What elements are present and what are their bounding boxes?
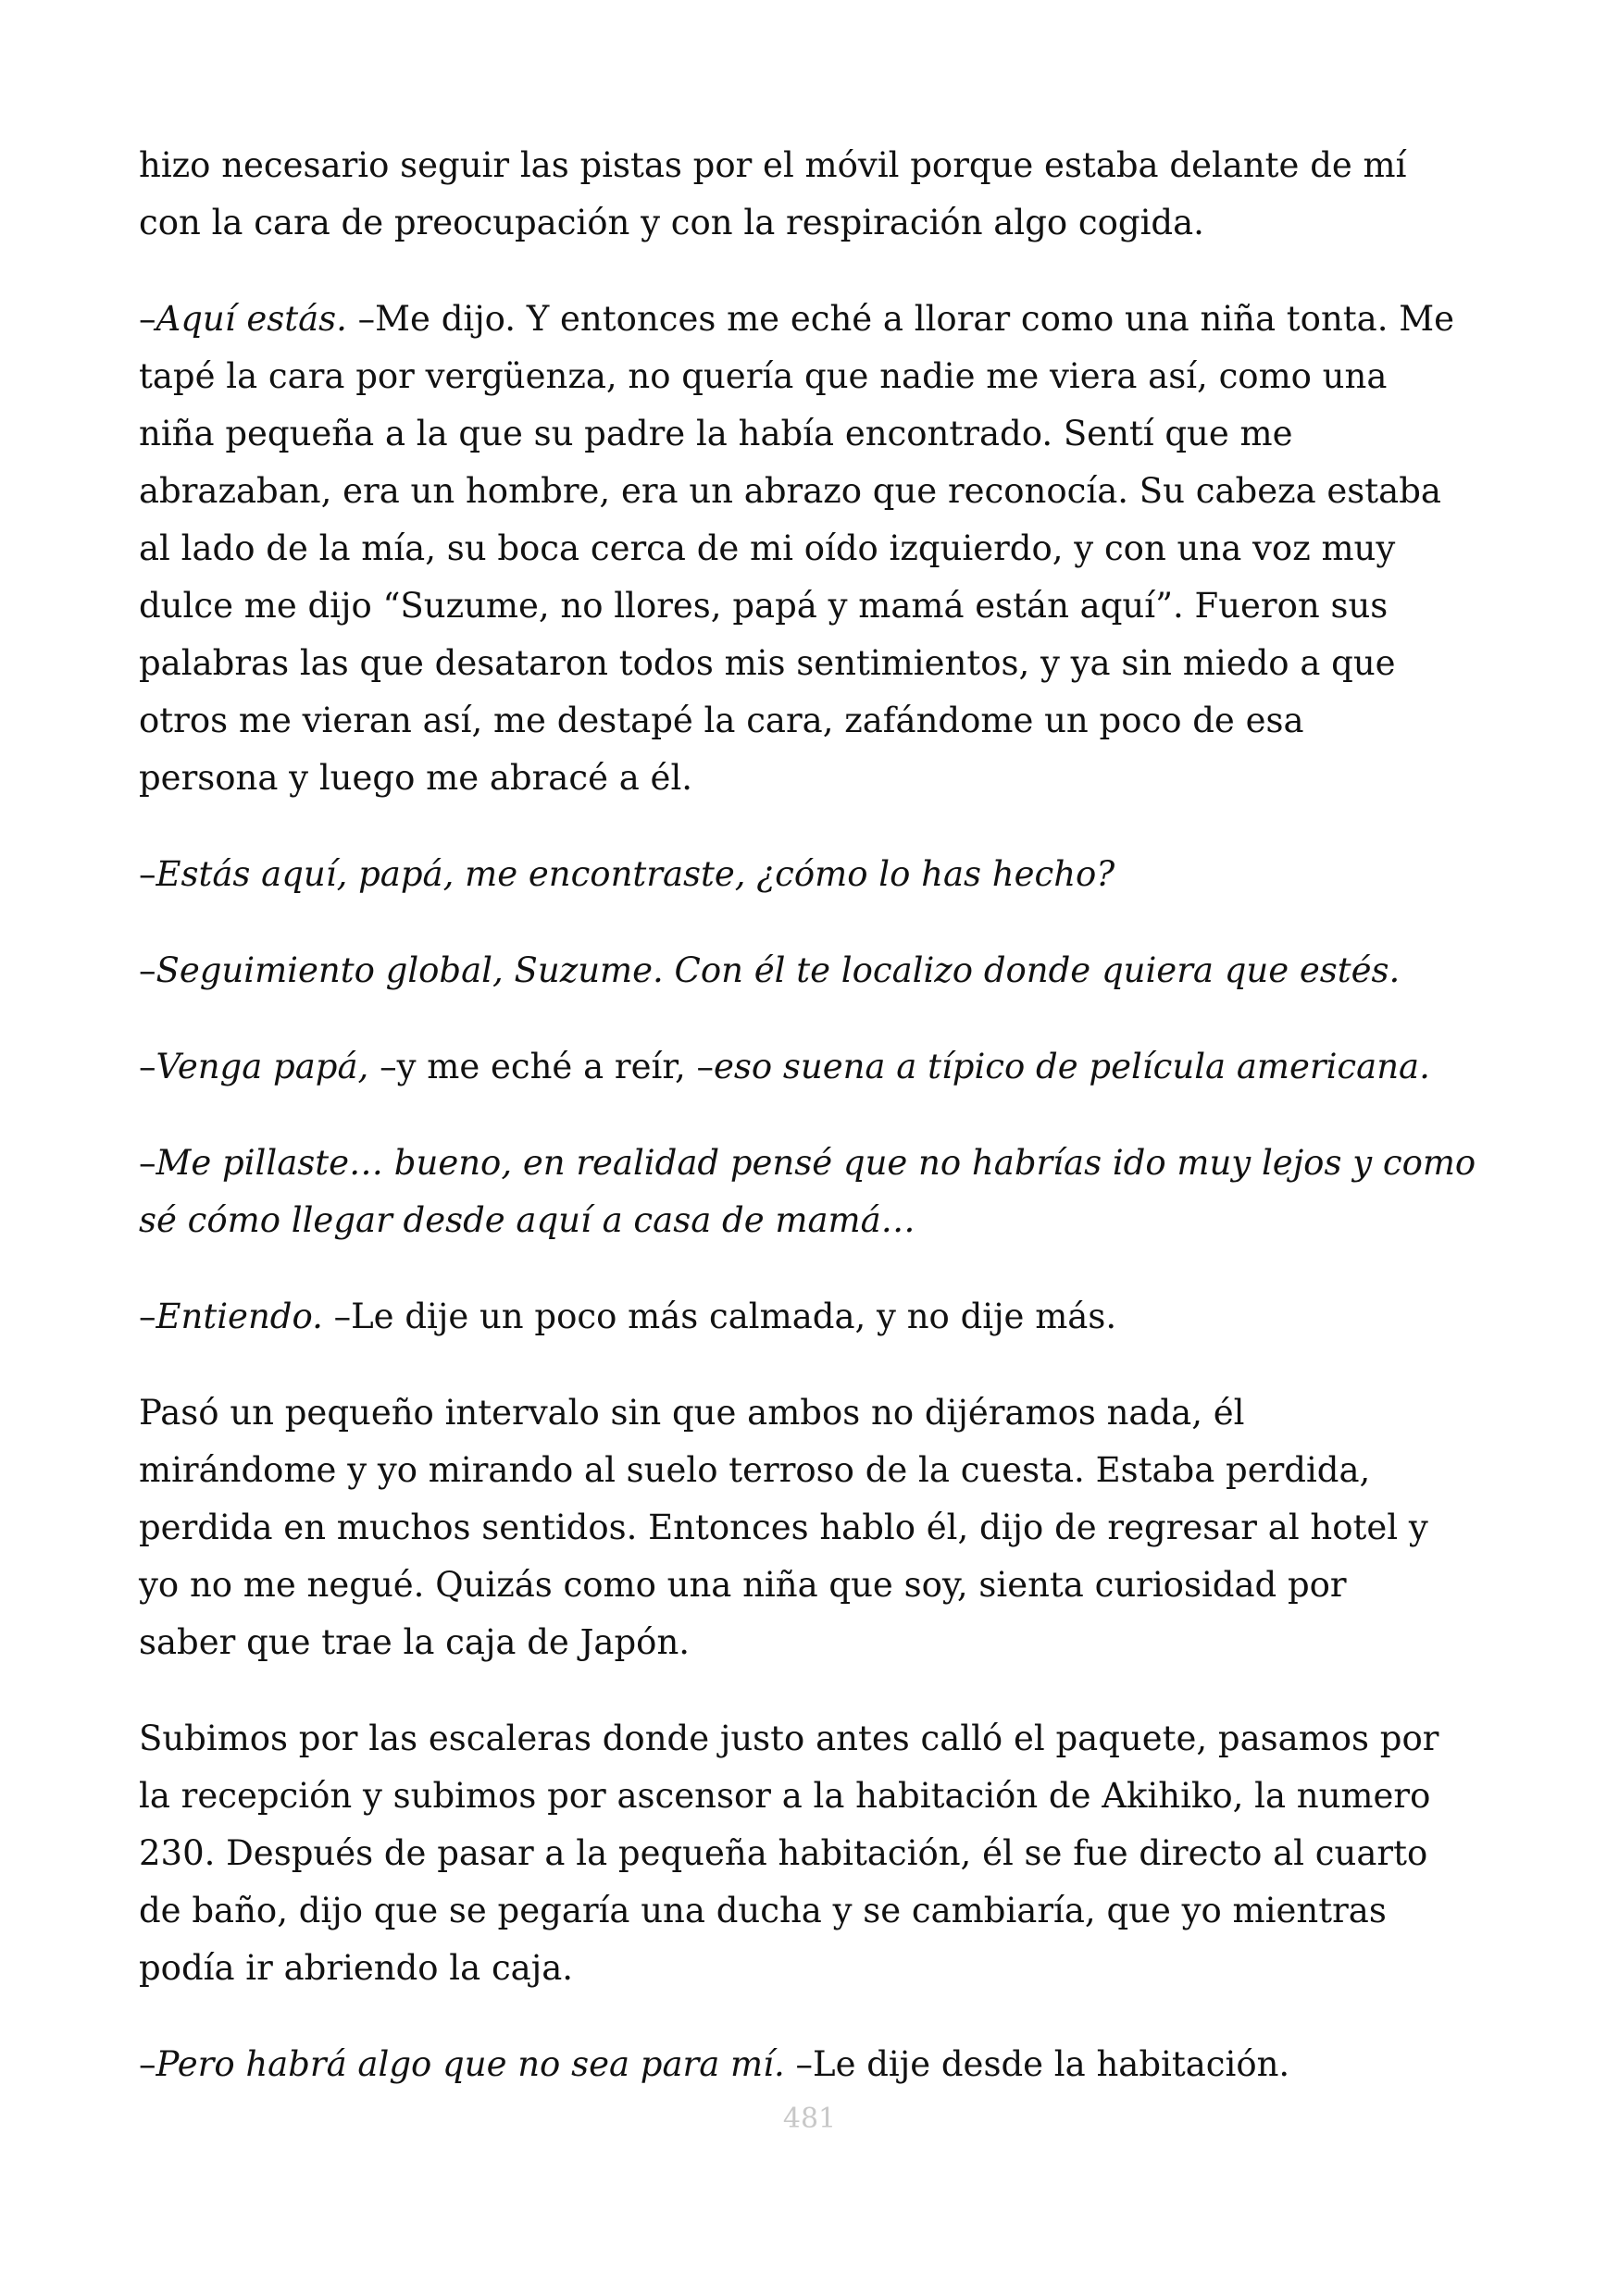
text-line	[139, 1882, 1490, 1940]
text-run: perdida en muchos sentidos. Entonces hablo él, dijo de regresar al hotel y	[139, 1508, 1428, 1547]
text-line	[139, 750, 1490, 807]
text-line	[139, 1710, 1490, 1768]
text-run: Subimos por las escaleras donde justo antes calló el paquete, pasamos por	[139, 1719, 1439, 1758]
text-line	[139, 577, 1490, 635]
text-line	[139, 520, 1490, 577]
text-line	[139, 1384, 1490, 1442]
text-line	[139, 2036, 1490, 2093]
text-run: hizo necesario seguir las pistas por el móvil porque estaba delante de mí	[139, 145, 1407, 185]
text-run: mirándome y yo mirando al suelo terroso de la cuesta. Estaba perdida,	[139, 1450, 1371, 1490]
paragraph	[139, 1135, 1490, 1249]
text-line	[139, 846, 1490, 903]
text-run: –	[139, 854, 156, 894]
text-line	[139, 405, 1490, 463]
text-line	[139, 942, 1490, 999]
text-run: 230. Después de pasar a la pequeña habitación, él se fue directo al cuarto	[139, 1833, 1428, 1873]
text-run: abrazaban, era un hombre, era un abrazo que reconocía. Su cabeza estaba	[139, 471, 1441, 511]
paragraph	[139, 1038, 1490, 1096]
italic-text: Me pillaste… bueno, en realidad pensé que no habrías ido muy lejos y como	[156, 1143, 1476, 1183]
paragraph	[139, 291, 1490, 807]
text-run: yo no me negué. Quizás como una niña que soy, sienta curiosidad por	[139, 1565, 1347, 1605]
text-run: al lado de la mía, su boca cerca de mi oído izquierdo, y con una voz muy	[139, 528, 1396, 568]
text-line	[139, 1825, 1490, 1882]
text-run: persona y luego me abracé a él.	[139, 758, 693, 798]
page-number: 481	[782, 2103, 837, 2135]
text-line	[139, 1038, 1490, 1096]
text-line	[139, 1768, 1490, 1825]
text-run: –Le dije un poco más calmada, y no dije más.	[322, 1297, 1117, 1336]
text-line	[139, 194, 1490, 252]
text-run: –Le dije desde la habitación.	[784, 2044, 1290, 2084]
italic-text: Estás aquí, papá, me encontraste, ¿cómo lo has hecho?	[156, 854, 1115, 894]
italic-text: Seguimiento global, Suzume. Con él te localizo donde quiera que estés.	[156, 950, 1401, 990]
text-line	[139, 692, 1490, 750]
paragraph	[139, 846, 1490, 903]
italic-text: eso suena a típico de película americana.	[713, 1047, 1430, 1086]
text-line	[139, 1614, 1490, 1671]
text-run: –	[139, 1047, 156, 1086]
text-run: –	[139, 1297, 156, 1336]
text-line	[139, 1192, 1490, 1249]
italic-text: Aquí estás.	[156, 299, 347, 339]
italic-text: Venga papá,	[156, 1047, 369, 1086]
text-line	[139, 463, 1490, 520]
paragraph	[139, 1288, 1490, 1346]
paragraph	[139, 137, 1490, 252]
text-run: otros me vieran así, me destapé la cara, zafándome un poco de esa	[139, 701, 1304, 740]
text-line	[139, 137, 1490, 194]
italic-text: Pero habrá algo que no sea para mí.	[156, 2044, 785, 2084]
text-line	[139, 348, 1490, 405]
paragraph	[139, 942, 1490, 999]
italic-text: sé cómo llegar desde aquí a casa de mamá…	[139, 1200, 915, 1240]
text-run: –	[139, 950, 156, 990]
text-run: palabras las que desataron todos mis sentimientos, y ya sin miedo a que	[139, 643, 1396, 683]
text-line	[139, 1940, 1490, 1997]
text-run: dulce me dijo “Suzume, no llores, papá y mamá están aquí”. Fueron sus	[139, 586, 1389, 626]
text-run: tapé la cara por vergüenza, no quería que nadie me viera así, como una	[139, 356, 1388, 396]
paragraph	[139, 1710, 1490, 1997]
text-line	[139, 1557, 1490, 1614]
text-line	[139, 1288, 1490, 1346]
italic-text: Entiendo.	[156, 1297, 323, 1336]
text-line	[139, 1135, 1490, 1192]
text-run: podía ir abriendo la caja.	[139, 1948, 574, 1988]
text-run: con la cara de preocupación y con la respiración algo cogida.	[139, 203, 1204, 242]
body-text	[139, 137, 1490, 2132]
text-run: –	[139, 1143, 156, 1183]
text-run: saber que trae la caja de Japón.	[139, 1622, 691, 1662]
text-line	[139, 1442, 1490, 1499]
text-run: –y me eché a reír, –	[368, 1047, 714, 1086]
text-run: –Me dijo. Y entonces me eché a llorar como una niña tonta. Me	[346, 299, 1455, 339]
text-line	[139, 291, 1490, 348]
text-run: de baño, dijo que se pegaría una ducha y se cambiaría, que yo mientras	[139, 1891, 1387, 1930]
paragraph	[139, 2036, 1490, 2093]
text-run: la recepción y subimos por ascensor a la habitación de Akihiko, la numero	[139, 1776, 1431, 1816]
text-run: –	[139, 299, 156, 339]
text-run: –	[139, 2044, 156, 2084]
text-line	[139, 635, 1490, 692]
paragraph	[139, 1384, 1490, 1671]
text-run: niña pequeña a la que su padre la había encontrado. Sentí que me	[139, 414, 1293, 453]
text-line	[139, 1499, 1490, 1557]
text-run: Pasó un pequeño intervalo sin que ambos no dijéramos nada, él	[139, 1393, 1245, 1433]
